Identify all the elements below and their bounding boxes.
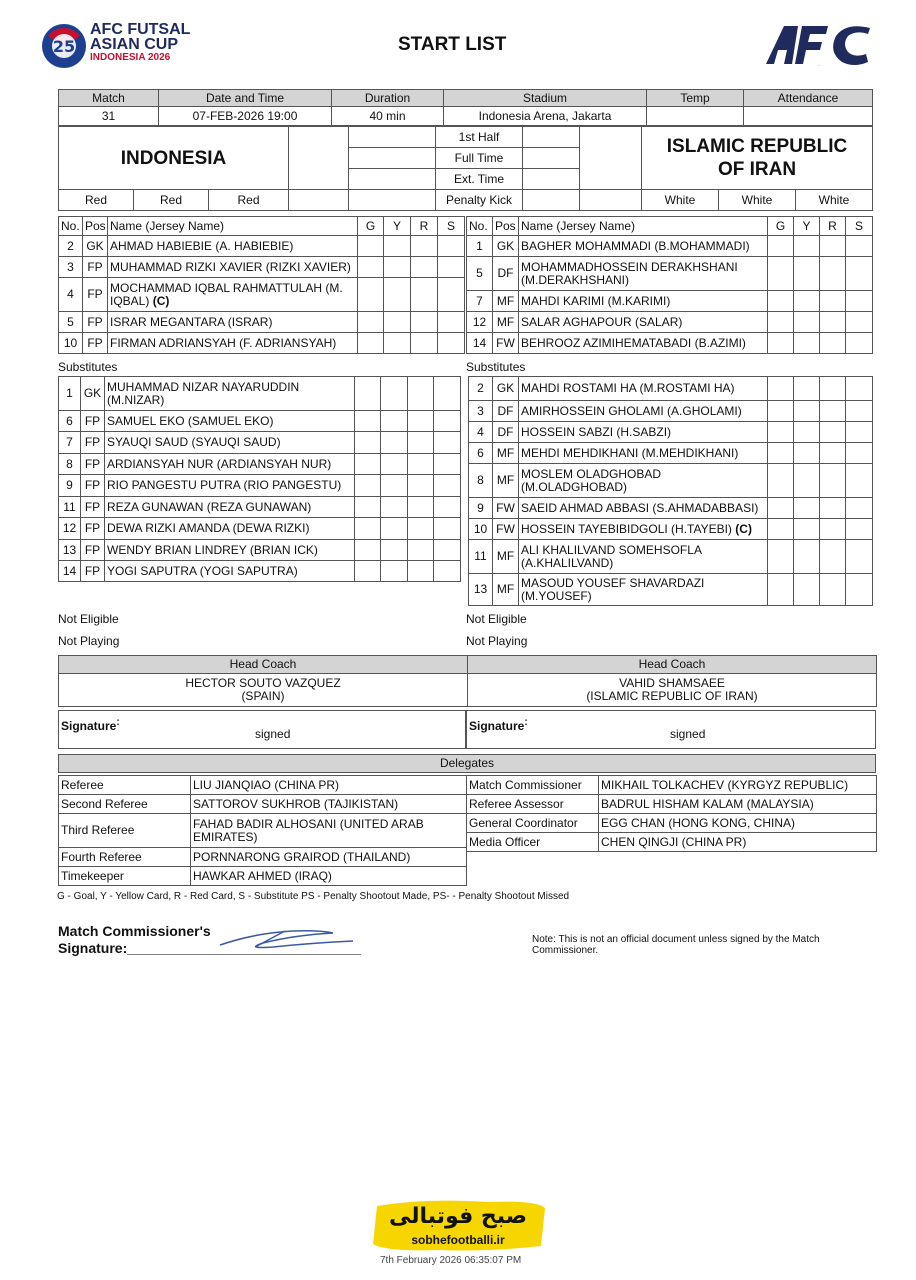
home-ext-time	[349, 169, 436, 190]
player-no: 14	[59, 561, 81, 582]
col-y: Y	[384, 217, 411, 236]
player-no: 5	[59, 312, 83, 333]
player-no: 4	[469, 422, 493, 443]
table-row	[59, 848, 467, 867]
table-row	[59, 540, 461, 561]
col-r: R	[820, 217, 846, 236]
player-no: 3	[469, 401, 493, 422]
player-name: ARDIANSYAH NUR (ARDIANSYAH NUR)	[105, 454, 355, 475]
printed-timestamp: 7th February 2026 06:35:07 PM	[380, 1255, 522, 1266]
player-no: 3	[59, 257, 83, 278]
player-pos: FW	[493, 498, 519, 519]
handwritten-signature	[215, 925, 360, 953]
player-pos: FP	[83, 333, 108, 354]
player-no: 13	[59, 540, 81, 561]
player-no: 13	[469, 574, 493, 606]
player-pos: DF	[493, 401, 519, 422]
table-row	[59, 312, 465, 333]
player-no: 1	[467, 236, 493, 257]
home-coach-country: (SPAIN)	[241, 689, 285, 703]
table-row	[59, 475, 461, 497]
table-row	[59, 814, 467, 848]
match-header: Match	[59, 90, 159, 107]
player-no: 12	[59, 518, 81, 540]
player-no: 6	[59, 411, 81, 432]
match-duration: 40 min	[332, 107, 444, 126]
player-no: 10	[59, 333, 83, 354]
away-1st-half	[523, 127, 580, 148]
home-substitutes-label: Substitutes	[58, 360, 118, 374]
player-name: ISRAR MEGANTARA (ISRAR)	[108, 312, 358, 333]
away-full-time	[523, 148, 580, 169]
col-name: Name (Jersey Name)	[108, 217, 358, 236]
home-signed: signed	[255, 727, 291, 741]
player-name: DEWA RIZKI AMANDA (DEWA RIZKI)	[105, 518, 355, 540]
away-starters-table	[466, 216, 873, 354]
col-g: G	[768, 217, 794, 236]
futsal-emblem-icon	[40, 22, 88, 70]
home-subs-table	[58, 376, 461, 582]
player-no: 12	[467, 312, 493, 333]
stadium-header: Stadium	[444, 90, 647, 107]
table-row	[469, 519, 873, 540]
table-row	[59, 776, 467, 795]
table-row	[467, 833, 877, 852]
player-pos: FW	[493, 333, 519, 354]
table-row	[467, 312, 873, 333]
player-pos: MF	[493, 574, 519, 606]
player-no: 9	[469, 498, 493, 519]
player-no: 2	[59, 236, 83, 257]
player-pos: DF	[493, 422, 519, 443]
table-row	[469, 540, 873, 574]
home-kit-socks: Red	[209, 190, 289, 211]
player-no: 2	[469, 377, 493, 401]
captain-mark: (C)	[152, 293, 170, 308]
match-temp	[647, 107, 744, 126]
home-penalty	[349, 190, 436, 211]
table-row	[59, 867, 467, 886]
table-row	[469, 422, 873, 443]
sobhefootballi-watermark	[367, 1198, 549, 1254]
delegate-role: General Coordinator	[467, 814, 599, 833]
player-name: WENDY BRIAN LINDREY (BRIAN ICK)	[105, 540, 355, 561]
legend-text: G - Goal, Y - Yellow Card, R - Red Card, S - Substitute PS - Penalty Shootout Made, PS- - Penalty Shootout Missed	[57, 891, 570, 902]
home-not-playing-label: Not Playing	[58, 634, 120, 648]
away-signed: signed	[670, 727, 706, 741]
score-block	[58, 126, 873, 211]
home-signature-box	[58, 710, 466, 749]
delegate-role: Fourth Referee	[59, 848, 191, 867]
player-no: 11	[469, 540, 493, 574]
home-head-coach	[59, 674, 468, 707]
table-row	[59, 278, 465, 312]
player-pos: FP	[81, 454, 105, 475]
table-row	[467, 814, 877, 833]
logo-line2: ASIAN CUP	[90, 36, 179, 53]
player-pos: FW	[493, 519, 519, 540]
col-s: S	[438, 217, 465, 236]
home-1st-half	[349, 127, 436, 148]
player-pos: FP	[81, 561, 105, 582]
match-attendance	[744, 107, 873, 126]
col-pos: Pos	[83, 217, 108, 236]
delegate-role: Media Officer	[467, 833, 599, 852]
away-kit-shorts: White	[719, 190, 796, 211]
player-name: MOCHAMMAD IQBAL RAHMATTULAH (M. IQBAL) (C)	[108, 278, 358, 312]
table-row	[59, 454, 461, 475]
away-not-playing-label: Not Playing	[466, 634, 528, 648]
delegate-name: HAWKAR AHMED (IRAQ)	[191, 867, 467, 886]
watermark-persian: صبح فوتبالی	[389, 1204, 527, 1229]
player-no: 1	[59, 377, 81, 411]
match-stadium: Indonesia Arena, Jakarta	[444, 107, 647, 126]
delegate-role: Match Commissioner	[467, 776, 599, 795]
player-pos: FP	[81, 475, 105, 497]
home-starters-table	[58, 216, 465, 354]
player-name: RIO PANGESTU PUTRA (RIO PANGESTU)	[105, 475, 355, 497]
player-name: HOSSEIN SABZI (H.SABZI)	[519, 422, 768, 443]
table-row	[467, 257, 873, 291]
player-pos: GK	[83, 236, 108, 257]
afc-logo-text: AFC	[818, 66, 820, 67]
period-full-time: Full Time	[436, 148, 523, 169]
away-kit-shirt: White	[642, 190, 719, 211]
delegates-left-table	[58, 775, 467, 886]
table-row	[469, 401, 873, 422]
home-kit-shorts: Red	[134, 190, 209, 211]
player-no: 7	[59, 432, 81, 454]
col-y: Y	[794, 217, 820, 236]
player-no: 8	[469, 464, 493, 498]
away-ext-time	[523, 169, 580, 190]
delegate-role: Third Referee	[59, 814, 191, 848]
player-no: 4	[59, 278, 83, 312]
player-pos: FP	[83, 278, 108, 312]
away-score-cell	[580, 127, 642, 190]
player-pos: MF	[493, 464, 519, 498]
delegates-header-table	[58, 754, 876, 773]
delegate-name: CHEN QINGJI (CHINA PR)	[599, 833, 877, 852]
player-name: ALI KHALILVAND SOMEHSOFLA (A.KHALILVAND)	[519, 540, 768, 574]
home-coach-name: HECTOR SOUTO VAZQUEZ	[185, 676, 341, 690]
table-row	[59, 333, 465, 354]
official-note: Note: This is not an official document unless signed by the Match Commissioner.	[532, 934, 820, 956]
logo-line3: INDONESIA 2026	[90, 52, 171, 63]
player-name: AHMAD HABIEBIE (A. HABIEBIE)	[108, 236, 358, 257]
away-team-line1: ISLAMIC REPUBLIC	[666, 136, 848, 157]
player-no: 14	[467, 333, 493, 354]
player-no: 6	[469, 443, 493, 464]
player-pos: GK	[493, 236, 519, 257]
col-g: G	[358, 217, 384, 236]
delegate-role: Timekeeper	[59, 867, 191, 886]
player-name: MOHAMMADHOSSEIN DERAKHSHANI (M.DERAKHSHANI)	[519, 257, 768, 291]
head-coach-table	[58, 655, 877, 707]
player-pos: GK	[81, 377, 105, 411]
delegate-role: Second Referee	[59, 795, 191, 814]
player-no: 11	[59, 497, 81, 518]
away-head-coach-header: Head Coach	[468, 656, 877, 674]
player-name: MOSLEM OLADGHOBAD (M.OLADGHOBAD)	[519, 464, 768, 498]
player-pos: MF	[493, 443, 519, 464]
period-penalty-kick: Penalty Kick	[436, 190, 523, 211]
match-date: 07-FEB-2026 19:00	[159, 107, 332, 126]
logo-line1: AFC FUTSAL	[90, 21, 191, 38]
afc-logo	[762, 22, 874, 66]
player-no: 5	[467, 257, 493, 291]
delegate-name: EGG CHAN (HONG KONG, CHINA)	[599, 814, 877, 833]
watermark-site: sobhefootballi.ir	[411, 1233, 505, 1247]
player-pos: FP	[81, 411, 105, 432]
home-team-name: INDONESIA	[59, 127, 289, 190]
player-name: SAEID AHMAD ABBASI (S.AHMADABBASI)	[519, 498, 768, 519]
player-pos: FP	[81, 432, 105, 454]
away-kit-socks: White	[796, 190, 873, 211]
table-row	[59, 432, 461, 454]
temp-header: Temp	[647, 90, 744, 107]
player-name: HOSSEIN TAYEBIBIDGOLI (H.TAYEBI) (C)	[519, 519, 768, 540]
svg-text:25: 25	[52, 37, 76, 56]
home-full-time	[349, 148, 436, 169]
away-signature-label: Signature:	[469, 717, 528, 733]
table-row	[59, 561, 461, 582]
table-row	[469, 377, 873, 401]
player-name: MAHDI KARIMI (M.KARIMI)	[519, 291, 768, 312]
player-pos: FP	[83, 312, 108, 333]
player-pos: MF	[493, 312, 519, 333]
away-coach-name: VAHID SHAMSAEE	[619, 676, 725, 690]
page-title: START LIST	[398, 34, 507, 55]
afc-futsal-asian-cup-logo	[40, 20, 210, 72]
player-name: SYAUQI SAUD (SYAUQI SAUD)	[105, 432, 355, 454]
col-name: Name (Jersey Name)	[519, 217, 768, 236]
table-row	[59, 411, 461, 432]
table-row	[467, 236, 873, 257]
player-pos: FP	[81, 497, 105, 518]
player-name: FIRMAN ADRIANSYAH (F. ADRIANSYAH)	[108, 333, 358, 354]
player-name: BEHROOZ AZIMIHEMATABADI (B.AZIMI)	[519, 333, 768, 354]
home-kit-shirt: Red	[59, 190, 134, 211]
home-pk-spacer	[289, 190, 349, 211]
player-name: MAHDI ROSTAMI HA (M.ROSTAMI HA)	[519, 377, 768, 401]
col-r: R	[411, 217, 438, 236]
table-row	[59, 257, 465, 278]
period-ext-time: Ext. Time	[436, 169, 523, 190]
player-name: SALAR AGHAPOUR (SALAR)	[519, 312, 768, 333]
table-row	[469, 464, 873, 498]
away-penalty	[523, 190, 580, 211]
table-row	[467, 291, 873, 312]
player-pos: FP	[83, 257, 108, 278]
table-row	[59, 795, 467, 814]
away-pk-spacer	[580, 190, 642, 211]
player-no: 7	[467, 291, 493, 312]
table-row	[467, 776, 877, 795]
player-pos: FP	[81, 540, 105, 561]
col-no: No.	[59, 217, 83, 236]
away-team-name	[642, 127, 873, 190]
date-header: Date and Time	[159, 90, 332, 107]
table-row	[469, 574, 873, 606]
away-substitutes-label: Substitutes	[466, 360, 526, 374]
match-info-table	[58, 89, 873, 126]
player-pos: FP	[81, 518, 105, 540]
away-team-line2: OF IRAN	[717, 159, 797, 180]
table-row	[467, 333, 873, 354]
home-not-eligible-label: Not Eligible	[58, 612, 119, 626]
delegate-name: BADRUL HISHAM KALAM (MALAYSIA)	[599, 795, 877, 814]
player-name: AMIRHOSSEIN GHOLAMI (A.GHOLAMI)	[519, 401, 768, 422]
delegate-role: Referee	[59, 776, 191, 795]
table-row	[59, 497, 461, 518]
delegate-name: LIU JIANQIAO (CHINA PR)	[191, 776, 467, 795]
player-pos: MF	[493, 291, 519, 312]
home-head-coach-header: Head Coach	[59, 656, 468, 674]
player-pos: GK	[493, 377, 519, 401]
player-name: YOGI SAPUTRA (YOGI SAPUTRA)	[105, 561, 355, 582]
delegate-role: Referee Assessor	[467, 795, 599, 814]
player-name: MASOUD YOUSEF SHAVARDAZI (M.YOUSEF)	[519, 574, 768, 606]
home-signature-label: Signature:	[61, 717, 120, 733]
captain-mark: (C)	[735, 521, 752, 536]
away-head-coach	[468, 674, 877, 707]
player-name: BAGHER MOHAMMADI (B.MOHAMMADI)	[519, 236, 768, 257]
table-row	[59, 236, 465, 257]
player-no: 8	[59, 454, 81, 475]
away-not-eligible-label: Not Eligible	[466, 612, 527, 626]
duration-header: Duration	[332, 90, 444, 107]
col-no: No.	[467, 217, 493, 236]
player-name: MUHAMMAD RIZKI XAVIER (RIZKI XAVIER)	[108, 257, 358, 278]
col-s: S	[846, 217, 873, 236]
player-no: 10	[469, 519, 493, 540]
match-number: 31	[59, 107, 159, 126]
attendance-header: Attendance	[744, 90, 873, 107]
delegate-name: FAHAD BADIR ALHOSANI (UNITED ARAB EMIRATES)	[191, 814, 467, 848]
player-pos: MF	[493, 540, 519, 574]
delegate-name: PORNNARONG GRAIROD (THAILAND)	[191, 848, 467, 867]
table-row	[469, 498, 873, 519]
player-name: MUHAMMAD NIZAR NAYARUDDIN (M.NIZAR)	[105, 377, 355, 411]
col-pos: Pos	[493, 217, 519, 236]
delegates-right-table	[466, 775, 877, 852]
delegates-header: Delegates	[59, 755, 876, 773]
home-score-cell	[289, 127, 349, 190]
table-row	[59, 377, 461, 411]
table-row	[469, 443, 873, 464]
match-commissioner-signature: Match Commissioner's Signature:______________________________	[58, 923, 361, 956]
player-no: 9	[59, 475, 81, 497]
away-coach-country: (ISLAMIC REPUBLIC OF IRAN)	[586, 689, 758, 703]
away-signature-box	[466, 710, 876, 749]
away-subs-table	[468, 376, 873, 606]
player-name: SAMUEL EKO (SAMUEL EKO)	[105, 411, 355, 432]
table-row	[59, 518, 461, 540]
period-1st-half: 1st Half	[436, 127, 523, 148]
delegate-name: SATTOROV SUKHROB (TAJIKISTAN)	[191, 795, 467, 814]
player-name: REZA GUNAWAN (REZA GUNAWAN)	[105, 497, 355, 518]
player-name: MEHDI MEHDIKHANI (M.MEHDIKHANI)	[519, 443, 768, 464]
table-row	[467, 795, 877, 814]
delegate-name: MIKHAIL TOLKACHEV (KYRGYZ REPUBLIC)	[599, 776, 877, 795]
player-pos: DF	[493, 257, 519, 291]
